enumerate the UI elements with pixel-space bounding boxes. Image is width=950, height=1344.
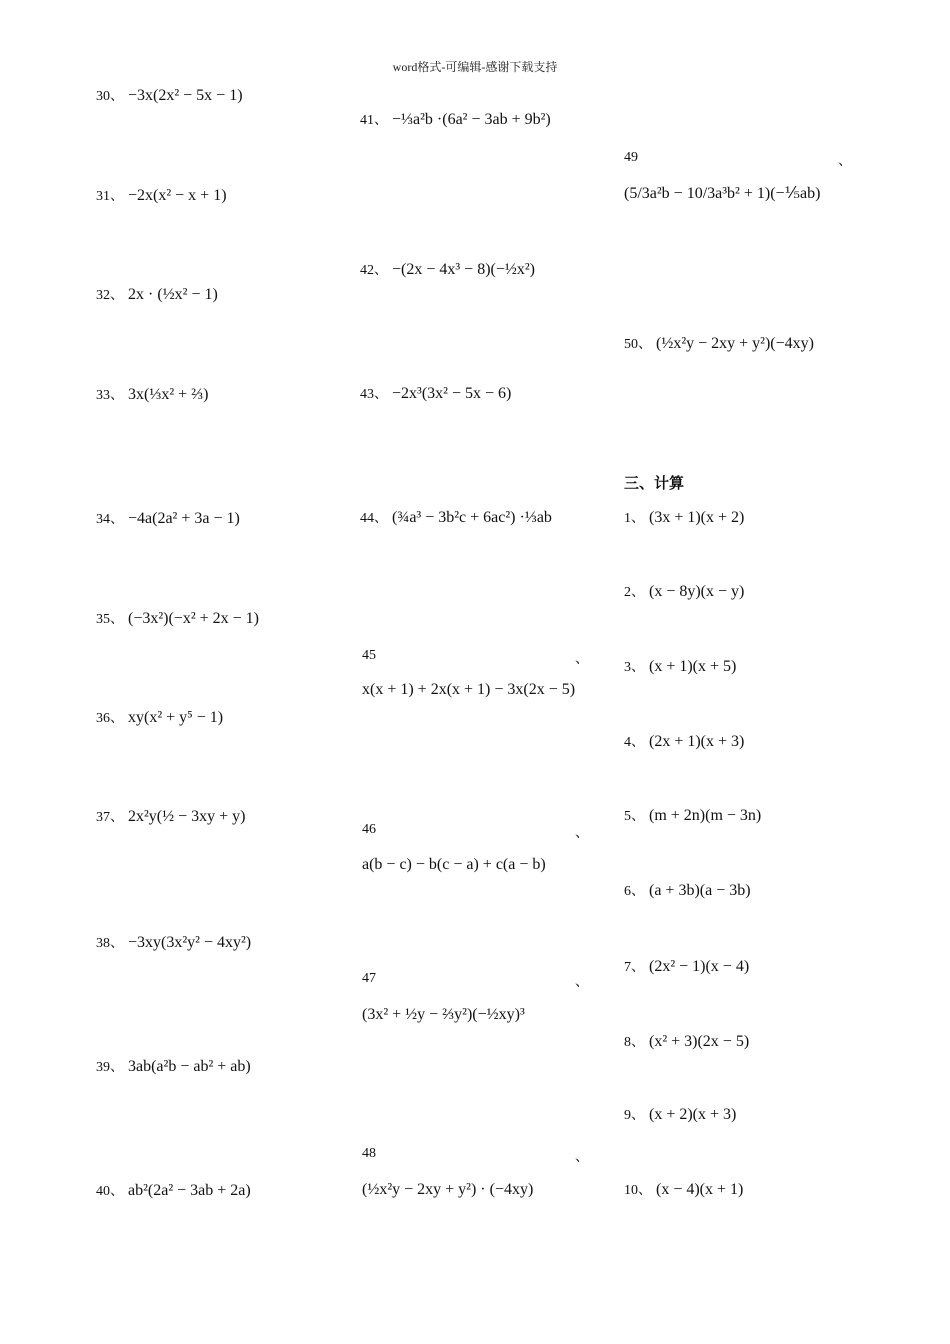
problem-number: 3、 xyxy=(624,660,645,675)
problem-number: 36、 xyxy=(96,711,124,726)
problem-32 xyxy=(96,285,218,306)
problem-expression: xy(x² + y⁵ − 1) xyxy=(128,709,224,726)
problem-number: 38、 xyxy=(96,936,124,951)
page-header: word格式-可编辑-感谢下载支持 xyxy=(392,60,558,74)
calc-8 xyxy=(624,1032,749,1053)
problem-expression: −4a(2a² + 3a − 1) xyxy=(128,510,240,527)
problem-number: 35、 xyxy=(96,612,124,627)
problem-35 xyxy=(96,609,259,630)
problem-48-expression: (½x²y − 2xy + y²) · (−4xy) xyxy=(362,1181,534,1198)
problem-48-number: 48 xyxy=(362,1146,376,1161)
problem-expression: (x + 2)(x + 3) xyxy=(649,1106,737,1123)
problem-47-expression: (3x² + ½y − ⅔y²)(−½xy)³ xyxy=(362,1006,525,1023)
problem-number: 6、 xyxy=(624,884,645,899)
problem-number: 7、 xyxy=(624,960,645,975)
calc-4 xyxy=(624,732,744,753)
problem-expression: (2x² − 1)(x − 4) xyxy=(649,958,750,975)
problem-47-number: 47 xyxy=(362,971,376,986)
problem-expression: ab²(2a² − 3ab + 2a) xyxy=(128,1182,251,1199)
problem-number: 33、 xyxy=(96,388,124,403)
problem-number: 37、 xyxy=(96,810,124,825)
problem-number: 4、 xyxy=(624,735,645,750)
problem-36 xyxy=(96,708,223,729)
problem-41 xyxy=(360,110,551,131)
problem-expression: 2x · (½x² − 1) xyxy=(128,286,218,303)
calc-5 xyxy=(624,806,761,827)
problem-number: 40、 xyxy=(96,1184,124,1199)
problem-40 xyxy=(96,1181,251,1202)
problem-expression: (2x + 1)(x + 3) xyxy=(649,733,745,750)
problem-49-separator: 、 xyxy=(838,154,852,169)
problem-number: 50、 xyxy=(624,337,652,352)
problem-expression: 3x(⅓x² + ⅔) xyxy=(128,386,209,403)
calc-3 xyxy=(624,657,736,678)
problem-expression: (−3x²)(−x² + 2x − 1) xyxy=(128,610,259,627)
problem-number: 10、 xyxy=(624,1183,652,1198)
calc-1 xyxy=(624,508,744,529)
problem-expression: −3xy(3x²y² − 4xy²) xyxy=(128,934,252,951)
problem-number: 34、 xyxy=(96,512,124,527)
problem-number: 43、 xyxy=(360,387,388,402)
problem-expression: −2x(x² − x + 1) xyxy=(128,187,227,204)
problem-48-separator: 、 xyxy=(575,1150,589,1165)
problem-45-expression: x(x + 1) + 2x(x + 1) − 3x(2x − 5) xyxy=(362,681,576,698)
problem-31 xyxy=(96,186,227,207)
problem-33 xyxy=(96,385,208,406)
problem-expression: (a + 3b)(a − 3b) xyxy=(649,882,751,899)
calc-6 xyxy=(624,881,751,902)
problem-number: 41、 xyxy=(360,113,388,128)
problem-expression: −2x³(3x² − 5x − 6) xyxy=(392,385,512,402)
problem-expression: (x − 8y)(x − y) xyxy=(649,583,745,600)
problem-46-separator: 、 xyxy=(575,826,589,841)
problem-34 xyxy=(96,509,240,530)
problem-expression: (x + 1)(x + 5) xyxy=(649,658,737,675)
problem-expression: −⅓a²b ·(6a² − 3ab + 9b²) xyxy=(392,111,551,128)
calc-2 xyxy=(624,582,744,603)
problem-number: 44、 xyxy=(360,511,388,526)
problem-number: 2、 xyxy=(624,585,645,600)
problem-expression: (¾a³ − 3b²c + 6ac²) ·⅓ab xyxy=(392,509,552,526)
problem-number: 1、 xyxy=(624,511,645,526)
problem-expression: −(2x − 4x³ − 8)(−½x²) xyxy=(392,261,535,278)
problem-37 xyxy=(96,807,246,828)
problem-expression: (x − 4)(x + 1) xyxy=(656,1181,744,1198)
problem-expression: (m + 2n)(m − 3n) xyxy=(649,807,762,824)
problem-expression: (3x + 1)(x + 2) xyxy=(649,509,745,526)
problem-43 xyxy=(360,384,511,405)
problem-number: 32、 xyxy=(96,288,124,303)
problem-expression: (½x²y − 2xy + y²)(−4xy) xyxy=(656,335,814,352)
problem-46-expression: a(b − c) − b(c − a) + c(a − b) xyxy=(362,856,546,873)
problem-38 xyxy=(96,933,251,954)
problem-expression: 2x²y(½ − 3xy + y) xyxy=(128,808,246,825)
problem-46-number: 46 xyxy=(362,822,376,837)
problem-expression: 3ab(a²b − ab² + ab) xyxy=(128,1058,251,1075)
problem-number: 39、 xyxy=(96,1060,124,1075)
section-title: 三、计算 xyxy=(624,474,685,492)
calc-7 xyxy=(624,957,749,978)
calc-10 xyxy=(624,1180,743,1201)
problem-expression: (x² + 3)(2x − 5) xyxy=(649,1033,750,1050)
problem-number: 8、 xyxy=(624,1035,645,1050)
problem-39 xyxy=(96,1057,251,1078)
problem-44 xyxy=(360,508,552,529)
problem-49-expression: (5/3a²b − 10/3a³b² + 1)(−⅕ab) xyxy=(624,185,821,202)
problem-49-number: 49 xyxy=(624,150,638,165)
problem-47-separator: 、 xyxy=(575,975,589,990)
problem-expression: −3x(2x² − 5x − 1) xyxy=(128,87,243,104)
problem-45-number: 45 xyxy=(362,648,376,663)
problem-number: 31、 xyxy=(96,189,124,204)
problem-number: 30、 xyxy=(96,89,124,104)
problem-number: 5、 xyxy=(624,809,645,824)
problem-42 xyxy=(360,260,535,281)
problem-number: 9、 xyxy=(624,1108,645,1123)
problem-number: 42、 xyxy=(360,263,388,278)
problem-45-separator: 、 xyxy=(575,652,589,667)
problem-30 xyxy=(96,86,243,107)
calc-9 xyxy=(624,1105,736,1126)
problem-50 xyxy=(624,334,814,355)
